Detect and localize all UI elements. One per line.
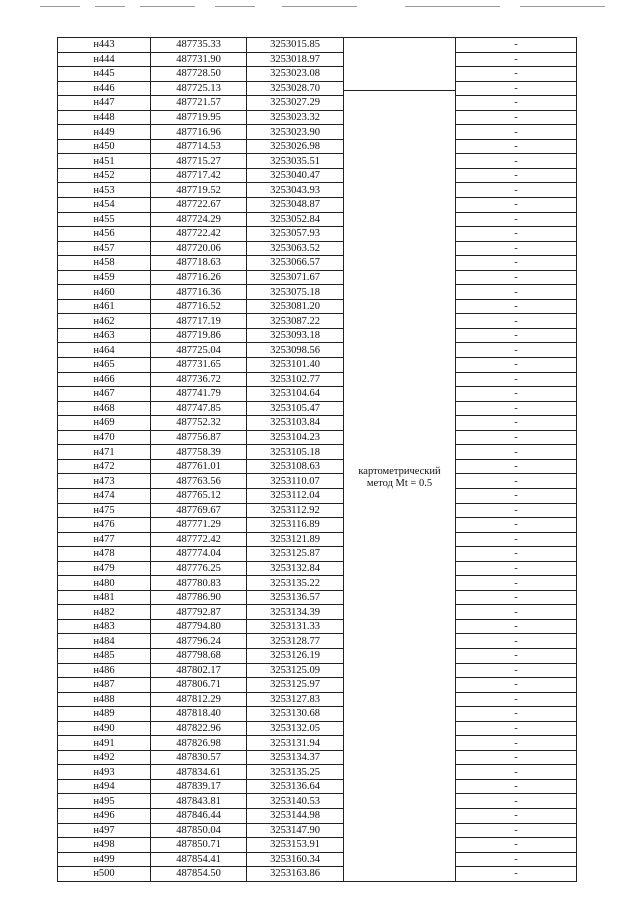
- point-id-cell: н444: [58, 52, 151, 67]
- accuracy-dash-cell: -: [456, 256, 577, 271]
- accuracy-dash-cell: -: [456, 125, 577, 140]
- point-id-cell: н492: [58, 750, 151, 765]
- accuracy-dash-cell: -: [456, 445, 577, 460]
- y-coordinate-cell: 3253112.04: [247, 488, 344, 503]
- point-id-cell: н476: [58, 518, 151, 533]
- point-id-cell: н479: [58, 561, 151, 576]
- accuracy-dash-cell: -: [456, 459, 577, 474]
- x-coordinate-cell: 487812.29: [151, 692, 247, 707]
- accuracy-dash-cell: -: [456, 765, 577, 780]
- table-row: [58, 38, 577, 53]
- x-coordinate-cell: 487771.29: [151, 518, 247, 533]
- point-id-cell: н447: [58, 96, 151, 111]
- x-coordinate-cell: 487780.83: [151, 576, 247, 591]
- point-id-cell: н474: [58, 488, 151, 503]
- y-coordinate-cell: 3253132.05: [247, 721, 344, 736]
- x-coordinate-cell: 487741.79: [151, 387, 247, 402]
- x-coordinate-cell: 487725.04: [151, 343, 247, 358]
- point-id-cell: н471: [58, 445, 151, 460]
- point-id-cell: н466: [58, 372, 151, 387]
- point-id-cell: н500: [58, 867, 151, 882]
- y-coordinate-cell: 3253147.90: [247, 823, 344, 838]
- point-id-cell: н470: [58, 430, 151, 445]
- x-coordinate-cell: 487854.41: [151, 852, 247, 867]
- accuracy-dash-cell: -: [456, 401, 577, 416]
- table-row: [58, 692, 577, 707]
- table-row: [58, 634, 577, 649]
- x-coordinate-cell: 487839.17: [151, 779, 247, 794]
- y-coordinate-cell: 3253071.67: [247, 270, 344, 285]
- accuracy-dash-cell: -: [456, 750, 577, 765]
- table-row: [58, 110, 577, 125]
- table-row: [58, 474, 577, 489]
- table-row: [58, 547, 577, 562]
- y-coordinate-cell: 3253103.84: [247, 416, 344, 431]
- y-coordinate-cell: 3253135.22: [247, 576, 344, 591]
- accuracy-dash-cell: -: [456, 387, 577, 402]
- y-coordinate-cell: 3253127.83: [247, 692, 344, 707]
- point-id-cell: н452: [58, 168, 151, 183]
- table-row: [58, 270, 577, 285]
- point-id-cell: н456: [58, 227, 151, 242]
- accuracy-dash-cell: -: [456, 81, 577, 96]
- table-row: [58, 678, 577, 693]
- y-coordinate-cell: 3253057.93: [247, 227, 344, 242]
- accuracy-dash-cell: -: [456, 721, 577, 736]
- method-line-1: картометрический: [358, 466, 441, 477]
- point-id-cell: н477: [58, 532, 151, 547]
- y-coordinate-cell: 3253131.33: [247, 619, 344, 634]
- x-coordinate-cell: 487719.86: [151, 328, 247, 343]
- y-coordinate-cell: 3253035.51: [247, 154, 344, 169]
- point-id-cell: н454: [58, 198, 151, 213]
- point-id-cell: н458: [58, 256, 151, 271]
- table-row: [58, 198, 577, 213]
- x-coordinate-cell: 487834.61: [151, 765, 247, 780]
- y-coordinate-cell: 3253028.70: [247, 81, 344, 96]
- accuracy-dash-cell: -: [456, 430, 577, 445]
- x-coordinate-cell: 487774.04: [151, 547, 247, 562]
- point-id-cell: н481: [58, 590, 151, 605]
- table-row: [58, 808, 577, 823]
- point-id-cell: н464: [58, 343, 151, 358]
- table-row: [58, 503, 577, 518]
- accuracy-dash-cell: -: [456, 212, 577, 227]
- accuracy-dash-cell: -: [456, 343, 577, 358]
- point-id-cell: н453: [58, 183, 151, 198]
- table-row: [58, 576, 577, 591]
- table-row: [58, 372, 577, 387]
- point-id-cell: н496: [58, 808, 151, 823]
- x-coordinate-cell: 487794.80: [151, 619, 247, 634]
- point-id-cell: н488: [58, 692, 151, 707]
- table-row: [58, 532, 577, 547]
- point-id-cell: н459: [58, 270, 151, 285]
- table-row: [58, 459, 577, 474]
- table-row: [58, 648, 577, 663]
- point-id-cell: н493: [58, 765, 151, 780]
- accuracy-dash-cell: -: [456, 270, 577, 285]
- point-id-cell: н494: [58, 779, 151, 794]
- y-coordinate-cell: 3253108.63: [247, 459, 344, 474]
- table-row: [58, 663, 577, 678]
- accuracy-dash-cell: -: [456, 561, 577, 576]
- x-coordinate-cell: 487772.42: [151, 532, 247, 547]
- table-row: [58, 619, 577, 634]
- point-id-cell: н478: [58, 547, 151, 562]
- x-coordinate-cell: 487716.52: [151, 299, 247, 314]
- accuracy-dash-cell: -: [456, 52, 577, 67]
- y-coordinate-cell: 3253131.94: [247, 736, 344, 751]
- point-id-cell: н443: [58, 38, 151, 53]
- x-coordinate-cell: 487843.81: [151, 794, 247, 809]
- table-row: [58, 605, 577, 620]
- y-coordinate-cell: 3253015.85: [247, 38, 344, 53]
- x-coordinate-cell: 487818.40: [151, 707, 247, 722]
- table-row: [58, 227, 577, 242]
- y-coordinate-cell: 3253132.84: [247, 561, 344, 576]
- x-coordinate-cell: 487776.25: [151, 561, 247, 576]
- y-coordinate-cell: 3253144.98: [247, 808, 344, 823]
- point-id-cell: н455: [58, 212, 151, 227]
- coordinates-table-body: [58, 38, 577, 882]
- x-coordinate-cell: 487822.96: [151, 721, 247, 736]
- y-coordinate-cell: 3253052.84: [247, 212, 344, 227]
- accuracy-dash-cell: -: [456, 474, 577, 489]
- y-coordinate-cell: 3253105.18: [247, 445, 344, 460]
- x-coordinate-cell: 487752.32: [151, 416, 247, 431]
- table-row: [58, 867, 577, 882]
- y-coordinate-cell: 3253125.09: [247, 663, 344, 678]
- x-coordinate-cell: 487792.87: [151, 605, 247, 620]
- y-coordinate-cell: 3253134.39: [247, 605, 344, 620]
- x-coordinate-cell: 487735.33: [151, 38, 247, 53]
- point-id-cell: н473: [58, 474, 151, 489]
- y-coordinate-cell: 3253026.98: [247, 139, 344, 154]
- accuracy-dash-cell: -: [456, 838, 577, 853]
- scan-header-marks: [0, 0, 640, 14]
- y-coordinate-cell: 3253135.25: [247, 765, 344, 780]
- accuracy-dash-cell: -: [456, 518, 577, 533]
- y-coordinate-cell: 3253102.77: [247, 372, 344, 387]
- table-row: [58, 445, 577, 460]
- x-coordinate-cell: 487728.50: [151, 67, 247, 82]
- y-coordinate-cell: 3253048.87: [247, 198, 344, 213]
- x-coordinate-cell: 487717.42: [151, 168, 247, 183]
- y-coordinate-cell: 3253116.89: [247, 518, 344, 533]
- y-coordinate-cell: 3253121.89: [247, 532, 344, 547]
- method-line-2: метод Mt = 0.5: [366, 478, 433, 489]
- table-row: [58, 96, 577, 111]
- table-row: [58, 488, 577, 503]
- y-coordinate-cell: 3253153.91: [247, 838, 344, 853]
- accuracy-dash-cell: -: [456, 139, 577, 154]
- table-row: [58, 285, 577, 300]
- x-coordinate-cell: 487731.90: [151, 52, 247, 67]
- point-id-cell: н497: [58, 823, 151, 838]
- x-coordinate-cell: 487722.42: [151, 227, 247, 242]
- y-coordinate-cell: 3253126.19: [247, 648, 344, 663]
- y-coordinate-cell: 3253104.23: [247, 430, 344, 445]
- point-id-cell: н483: [58, 619, 151, 634]
- accuracy-dash-cell: -: [456, 707, 577, 722]
- x-coordinate-cell: 487850.71: [151, 838, 247, 853]
- accuracy-dash-cell: -: [456, 38, 577, 53]
- table-row: [58, 387, 577, 402]
- y-coordinate-cell: 3253136.64: [247, 779, 344, 794]
- x-coordinate-cell: 487796.24: [151, 634, 247, 649]
- accuracy-dash-cell: -: [456, 154, 577, 169]
- table-row: [58, 343, 577, 358]
- accuracy-dash-cell: -: [456, 96, 577, 111]
- x-coordinate-cell: 487761.01: [151, 459, 247, 474]
- y-coordinate-cell: 3253023.32: [247, 110, 344, 125]
- accuracy-dash-cell: -: [456, 852, 577, 867]
- table-row: [58, 358, 577, 373]
- table-row: [58, 779, 577, 794]
- y-coordinate-cell: 3253018.97: [247, 52, 344, 67]
- table-row: [58, 852, 577, 867]
- point-id-cell: н450: [58, 139, 151, 154]
- y-coordinate-cell: 3253027.29: [247, 96, 344, 111]
- x-coordinate-cell: 487758.39: [151, 445, 247, 460]
- x-coordinate-cell: 487716.36: [151, 285, 247, 300]
- point-id-cell: н449: [58, 125, 151, 140]
- accuracy-dash-cell: -: [456, 416, 577, 431]
- table-row: [58, 81, 577, 96]
- point-id-cell: н489: [58, 707, 151, 722]
- table-row: [58, 154, 577, 169]
- table-row: [58, 794, 577, 809]
- y-coordinate-cell: 3253130.68: [247, 707, 344, 722]
- accuracy-dash-cell: -: [456, 299, 577, 314]
- accuracy-dash-cell: -: [456, 241, 577, 256]
- accuracy-dash-cell: -: [456, 547, 577, 562]
- accuracy-dash-cell: -: [456, 590, 577, 605]
- accuracy-dash-cell: -: [456, 372, 577, 387]
- accuracy-dash-cell: -: [456, 779, 577, 794]
- accuracy-dash-cell: -: [456, 823, 577, 838]
- table-row: [58, 125, 577, 140]
- x-coordinate-cell: 487719.52: [151, 183, 247, 198]
- accuracy-dash-cell: -: [456, 488, 577, 503]
- point-id-cell: н486: [58, 663, 151, 678]
- table-row: [58, 168, 577, 183]
- x-coordinate-cell: 487716.26: [151, 270, 247, 285]
- accuracy-dash-cell: -: [456, 576, 577, 591]
- accuracy-dash-cell: -: [456, 67, 577, 82]
- accuracy-dash-cell: -: [456, 663, 577, 678]
- x-coordinate-cell: 487826.98: [151, 736, 247, 751]
- table-row: [58, 561, 577, 576]
- x-coordinate-cell: 487850.04: [151, 823, 247, 838]
- point-id-cell: н472: [58, 459, 151, 474]
- point-id-cell: н484: [58, 634, 151, 649]
- point-id-cell: н462: [58, 314, 151, 329]
- x-coordinate-cell: 487806.71: [151, 678, 247, 693]
- x-coordinate-cell: 487763.56: [151, 474, 247, 489]
- x-coordinate-cell: 487721.57: [151, 96, 247, 111]
- point-id-cell: н485: [58, 648, 151, 663]
- accuracy-dash-cell: -: [456, 794, 577, 809]
- table-row: [58, 430, 577, 445]
- point-id-cell: н499: [58, 852, 151, 867]
- table-row: [58, 299, 577, 314]
- table-row: [58, 590, 577, 605]
- y-coordinate-cell: 3253023.08: [247, 67, 344, 82]
- point-id-cell: н467: [58, 387, 151, 402]
- accuracy-dash-cell: -: [456, 285, 577, 300]
- point-id-cell: н446: [58, 81, 151, 96]
- y-coordinate-cell: 3253128.77: [247, 634, 344, 649]
- point-id-cell: н461: [58, 299, 151, 314]
- y-coordinate-cell: 3253160.34: [247, 852, 344, 867]
- x-coordinate-cell: 487747.85: [151, 401, 247, 416]
- point-id-cell: н457: [58, 241, 151, 256]
- y-coordinate-cell: 3253125.97: [247, 678, 344, 693]
- x-coordinate-cell: 487854.50: [151, 867, 247, 882]
- x-coordinate-cell: 487718.63: [151, 256, 247, 271]
- x-coordinate-cell: 487802.17: [151, 663, 247, 678]
- x-coordinate-cell: 487724.29: [151, 212, 247, 227]
- accuracy-dash-cell: -: [456, 532, 577, 547]
- accuracy-dash-cell: -: [456, 314, 577, 329]
- table-row: [58, 750, 577, 765]
- x-coordinate-cell: 487798.68: [151, 648, 247, 663]
- table-row: [58, 416, 577, 431]
- method-description: [344, 466, 455, 490]
- x-coordinate-cell: 487731.65: [151, 358, 247, 373]
- accuracy-dash-cell: -: [456, 648, 577, 663]
- point-id-cell: н475: [58, 503, 151, 518]
- x-coordinate-cell: 487715.27: [151, 154, 247, 169]
- y-coordinate-cell: 3253087.22: [247, 314, 344, 329]
- x-coordinate-cell: 487719.95: [151, 110, 247, 125]
- y-coordinate-cell: 3253136.57: [247, 590, 344, 605]
- table-row: [58, 241, 577, 256]
- point-id-cell: н498: [58, 838, 151, 853]
- accuracy-dash-cell: -: [456, 736, 577, 751]
- y-coordinate-cell: 3253063.52: [247, 241, 344, 256]
- y-coordinate-cell: 3253101.40: [247, 358, 344, 373]
- x-coordinate-cell: 487716.96: [151, 125, 247, 140]
- point-id-cell: н468: [58, 401, 151, 416]
- point-id-cell: н451: [58, 154, 151, 169]
- point-id-cell: н465: [58, 358, 151, 373]
- table-row: [58, 212, 577, 227]
- x-coordinate-cell: 487756.87: [151, 430, 247, 445]
- table-row: [58, 838, 577, 853]
- y-coordinate-cell: 3253104.64: [247, 387, 344, 402]
- table-row: [58, 401, 577, 416]
- accuracy-dash-cell: -: [456, 692, 577, 707]
- accuracy-dash-cell: -: [456, 110, 577, 125]
- accuracy-dash-cell: -: [456, 867, 577, 882]
- y-coordinate-cell: 3253112.92: [247, 503, 344, 518]
- y-coordinate-cell: 3253075.18: [247, 285, 344, 300]
- coordinates-table: [57, 37, 577, 882]
- table-row: [58, 518, 577, 533]
- accuracy-dash-cell: -: [456, 183, 577, 198]
- table-row: [58, 183, 577, 198]
- accuracy-dash-cell: -: [456, 328, 577, 343]
- point-id-cell: н495: [58, 794, 151, 809]
- y-coordinate-cell: 3253093.18: [247, 328, 344, 343]
- x-coordinate-cell: 487725.13: [151, 81, 247, 96]
- table-row: [58, 823, 577, 838]
- table-row: [58, 67, 577, 82]
- point-id-cell: н445: [58, 67, 151, 82]
- y-coordinate-cell: 3253040.47: [247, 168, 344, 183]
- point-id-cell: н460: [58, 285, 151, 300]
- y-coordinate-cell: 3253134.37: [247, 750, 344, 765]
- y-coordinate-cell: 3253098.56: [247, 343, 344, 358]
- table-row: [58, 736, 577, 751]
- x-coordinate-cell: 487714.53: [151, 139, 247, 154]
- point-id-cell: н487: [58, 678, 151, 693]
- accuracy-dash-cell: -: [456, 503, 577, 518]
- table-row: [58, 765, 577, 780]
- y-coordinate-cell: 3253023.90: [247, 125, 344, 140]
- x-coordinate-cell: 487786.90: [151, 590, 247, 605]
- x-coordinate-cell: 487717.19: [151, 314, 247, 329]
- x-coordinate-cell: 487720.06: [151, 241, 247, 256]
- accuracy-dash-cell: -: [456, 634, 577, 649]
- accuracy-dash-cell: -: [456, 808, 577, 823]
- accuracy-dash-cell: -: [456, 358, 577, 373]
- point-id-cell: н463: [58, 328, 151, 343]
- x-coordinate-cell: 487830.57: [151, 750, 247, 765]
- accuracy-dash-cell: -: [456, 198, 577, 213]
- y-coordinate-cell: 3253163.86: [247, 867, 344, 882]
- table-row: [58, 314, 577, 329]
- y-coordinate-cell: 3253125.87: [247, 547, 344, 562]
- y-coordinate-cell: 3253043.93: [247, 183, 344, 198]
- table-row: [58, 52, 577, 67]
- y-coordinate-cell: 3253066.57: [247, 256, 344, 271]
- x-coordinate-cell: 487722.67: [151, 198, 247, 213]
- point-id-cell: н480: [58, 576, 151, 591]
- table-row: [58, 139, 577, 154]
- table-row: [58, 328, 577, 343]
- y-coordinate-cell: 3253081.20: [247, 299, 344, 314]
- accuracy-dash-cell: -: [456, 678, 577, 693]
- table-row: [58, 707, 577, 722]
- x-coordinate-cell: 487769.67: [151, 503, 247, 518]
- accuracy-dash-cell: -: [456, 605, 577, 620]
- y-coordinate-cell: 3253110.07: [247, 474, 344, 489]
- point-id-cell: н448: [58, 110, 151, 125]
- x-coordinate-cell: 487736.72: [151, 372, 247, 387]
- table-row: [58, 256, 577, 271]
- x-coordinate-cell: 487846.44: [151, 808, 247, 823]
- x-coordinate-cell: 487765.12: [151, 488, 247, 503]
- method-divider: [344, 90, 455, 91]
- point-id-cell: н491: [58, 736, 151, 751]
- point-id-cell: н469: [58, 416, 151, 431]
- accuracy-dash-cell: -: [456, 227, 577, 242]
- accuracy-dash-cell: -: [456, 619, 577, 634]
- y-coordinate-cell: 3253105.47: [247, 401, 344, 416]
- y-coordinate-cell: 3253140.53: [247, 794, 344, 809]
- method-cell: [344, 38, 456, 882]
- accuracy-dash-cell: -: [456, 168, 577, 183]
- table-row: [58, 721, 577, 736]
- point-id-cell: н490: [58, 721, 151, 736]
- point-id-cell: н482: [58, 605, 151, 620]
